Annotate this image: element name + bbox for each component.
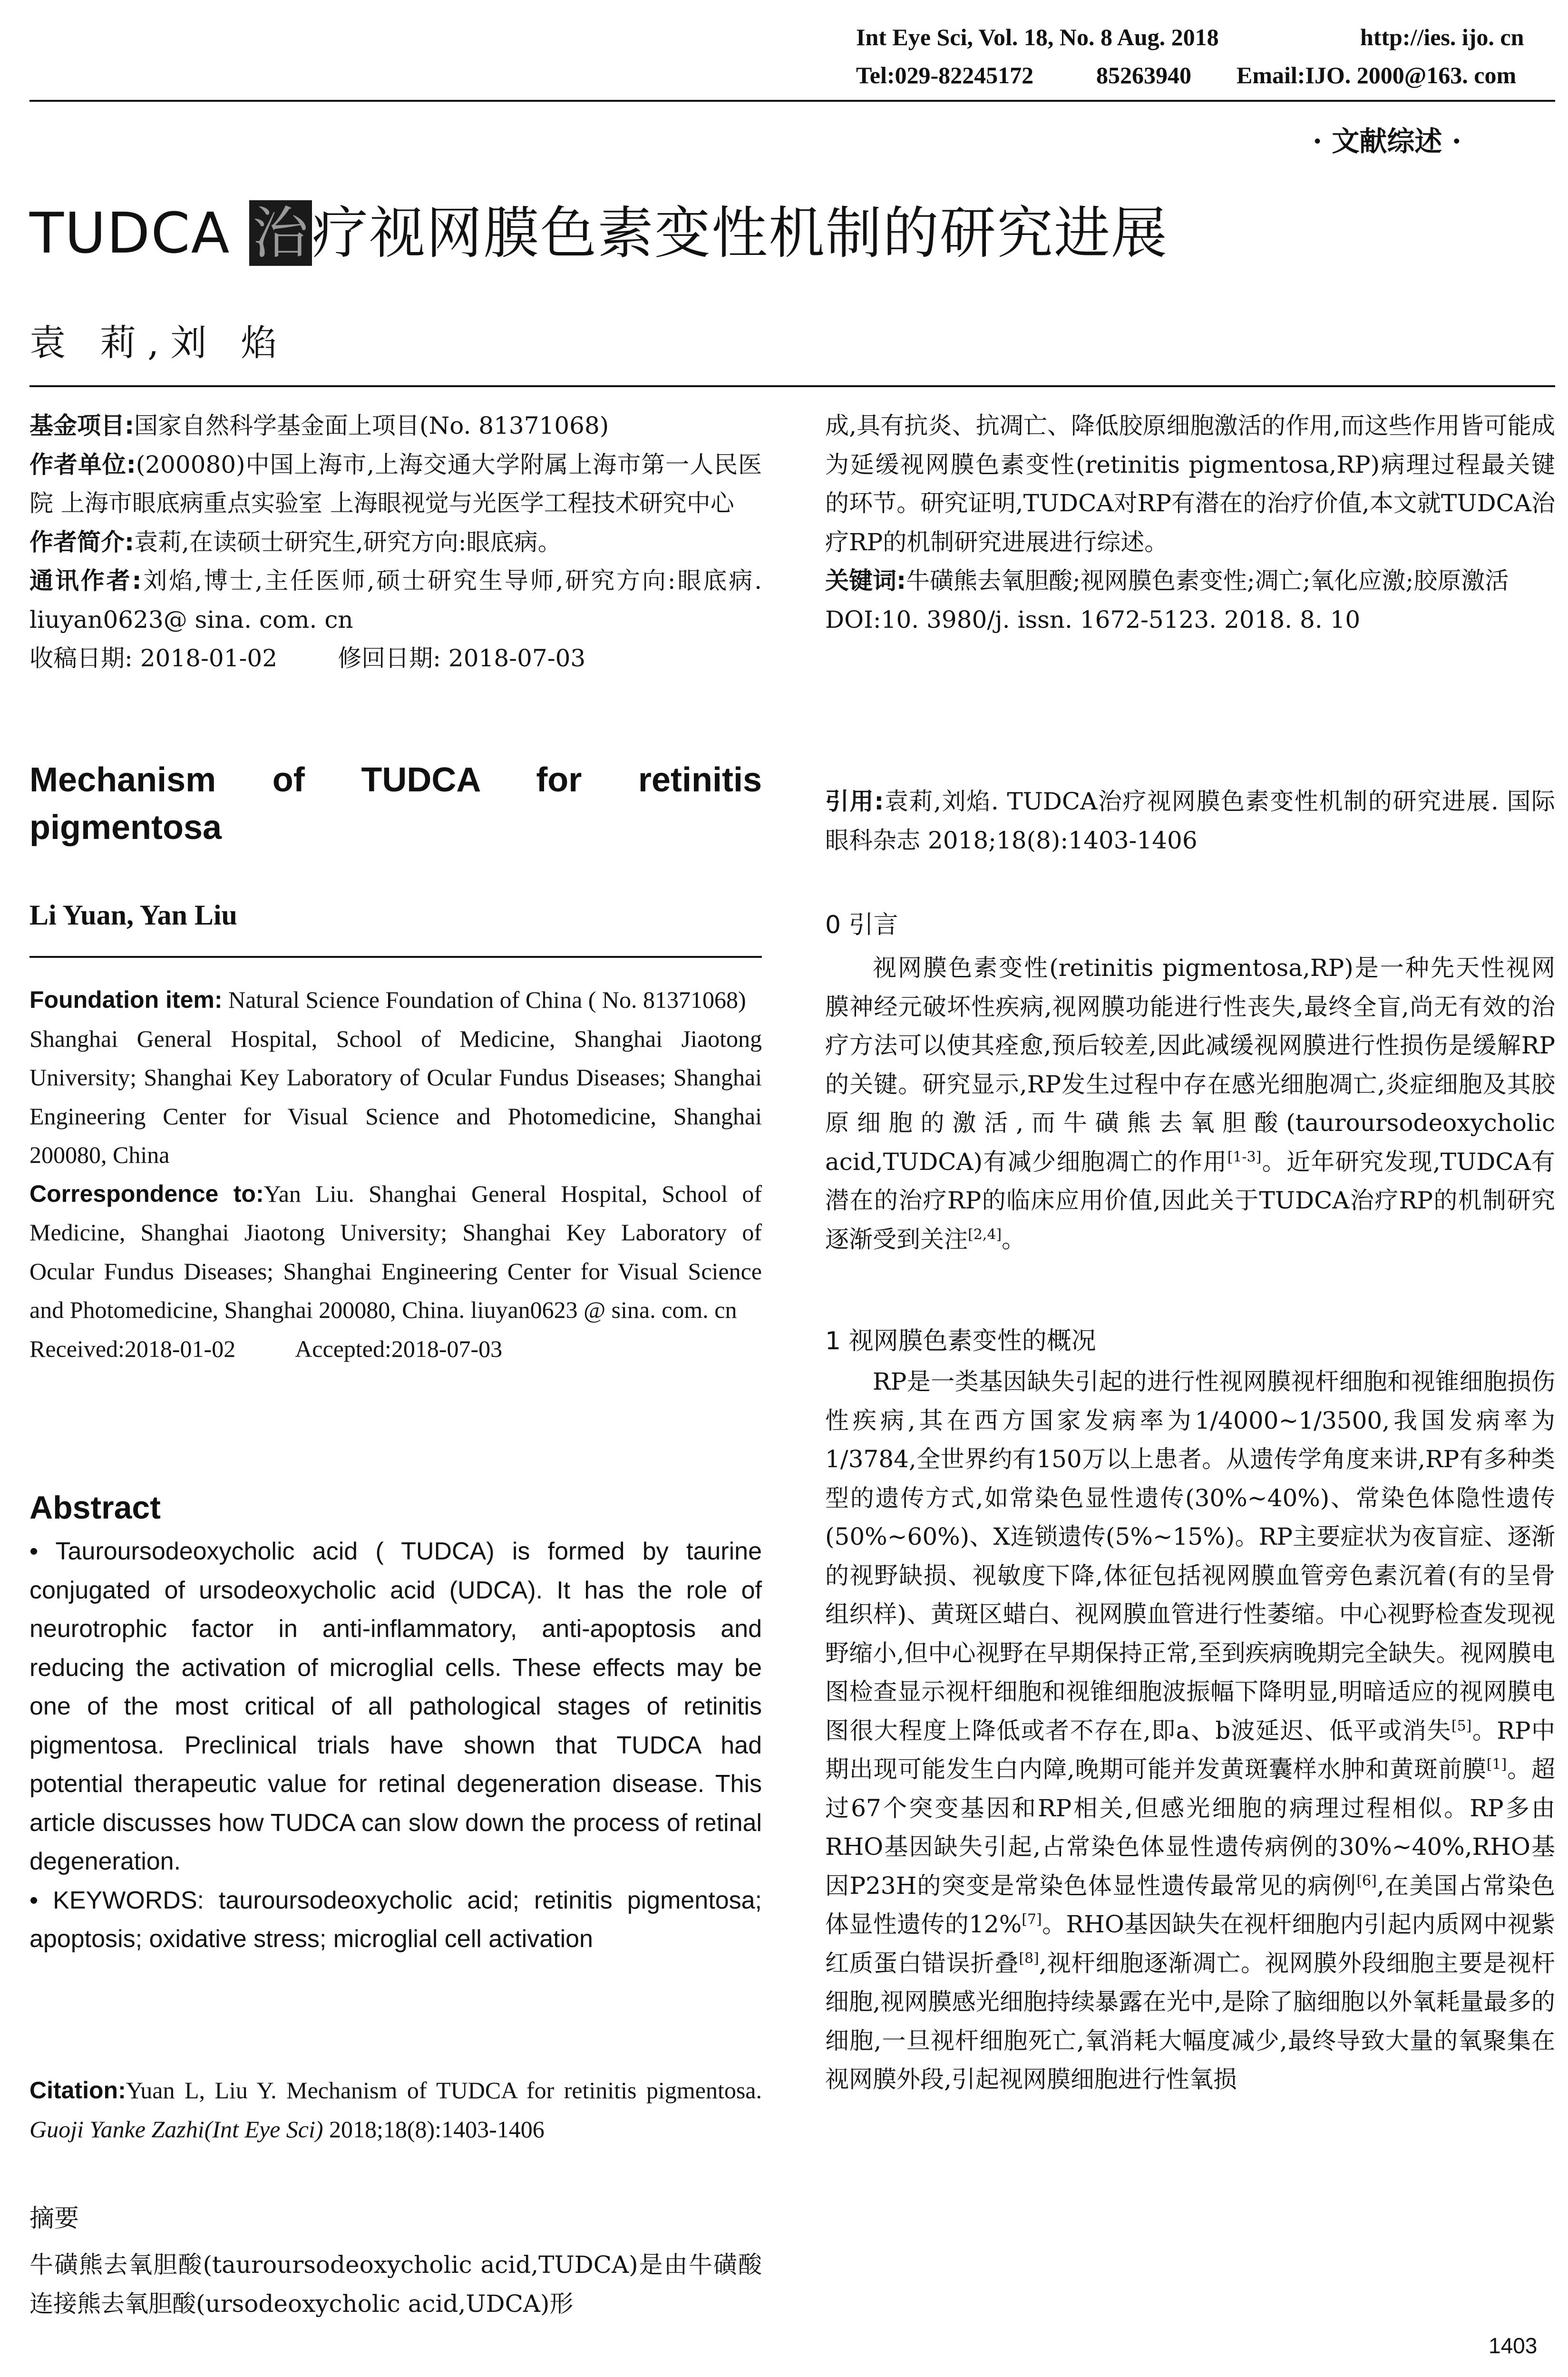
ref-2-4[interactable]: [2,4] xyxy=(968,1226,1002,1243)
section-tag: · 文献综述 · xyxy=(1313,125,1461,157)
zhaiyao-cont: 成,具有抗炎、抗凋亡、降低胶原细胞激活的作用,而这些作用皆可能成为延缓视网膜色素变性(retinitis pigmentosa,RP)病理过程最关键的环节。研究证明,TUDCA对RP有潜在的治疗价值,本文就TUDCA治疗RP的机制研究进展进行综述。 xyxy=(825,412,1555,556)
tel2-text: 85263940 xyxy=(1096,62,1191,88)
affiliation-en: Shanghai General Hospital, School of Medicine, Shanghai Jiaotong University; Shanghai Key Laboratory of Ocular Fundus Diseases; Shanghai Engineering Center for Visual Science and Photomedicine, Shanghai 200080, China xyxy=(29,1025,762,1168)
funding-text: 国家自然科学基金面上项目(No. 81371068) xyxy=(134,412,609,439)
funding xyxy=(29,407,762,446)
keywords-cn xyxy=(825,562,1555,601)
section1-heading: 1 视网膜色素变性的概况 xyxy=(825,1327,1096,1355)
ref-8[interactable]: [8] xyxy=(1019,1949,1039,1967)
affiliation-label: 作者单位: xyxy=(29,450,136,478)
english-authors: Li Yuan, Yan Liu xyxy=(29,899,237,931)
cite-text: 袁莉,刘焰. TUDCA治疗视网膜色素变性机制的研究进展. 国际眼科杂志 2018;18(8):1403-1406 xyxy=(825,788,1555,854)
english-title-line1: Mechanism of TUDCA for retinitis xyxy=(29,761,762,799)
corr-text: 刘焰,博士,主任医师,硕士研究生导师,研究方向:眼底病. liuyan0623@ sina. com. cn xyxy=(29,567,762,633)
keywords-text: 牛磺熊去氧胆酸;视网膜色素变性;凋亡;氧化应激;胶原激活 xyxy=(906,567,1509,594)
received-en: Received:2018-01-02 xyxy=(29,1335,236,1362)
citation-text-b: 2018;18(8):1403-1406 xyxy=(323,2115,545,2143)
zhaiyao-start: 牛磺熊去氧胆酸(tauroursodeoxycholic acid,TUDCA)是由牛磺酸连接熊去氧胆酸(ursodeoxycholic acid,UDCA)形 xyxy=(29,2251,762,2318)
left-cn-metadata xyxy=(29,407,762,678)
abstract-text: • Tauroursodeoxycholic acid ( TUDCA) is formed by taurine conjugated of ursodeoxycholic acid (UDCA). It has the role of neurotrophic factor in anti-inflammatory, anti-apoptosis and reducing the activation of microglial cells. These effects may be one of the most critical of all pathological stages of retinitis pigmentosa. Preclinical trials have shown that TUDCA had potential therapeutic value for retinal degeneration disease. This article discusses how TUDCA can slow down the process of retinal degeneration. xyxy=(29,1538,762,1875)
citation-en xyxy=(29,2071,762,2149)
foundation-text: Natural Science Foundation of China ( No. 81371068) xyxy=(228,986,746,1013)
section1-paragraph xyxy=(825,1363,1555,2099)
corr-en-label: Correspondence to: xyxy=(29,1180,264,1207)
left-en-metadata xyxy=(29,981,762,1368)
page-number: 1403 xyxy=(1489,2333,1538,2358)
affiliation-text: (200080)中国上海市,上海交通大学附属上海市第一人民医院 上海市眼底病重点实验室 上海眼视觉与光医学工程技术研究中心 xyxy=(29,450,762,517)
received-cn: 收稿日期: 2018-01-02 xyxy=(29,644,278,672)
corr-label: 通讯作者: xyxy=(29,567,142,594)
citation-journal: Guoji Yanke Zazhi(Int Eye Sci) xyxy=(29,2115,323,2143)
bio xyxy=(29,523,762,562)
s1-text-a: RP是一类基因缺失引起的进行性视网膜视杆细胞和视锥细胞损伤性疾病,其在西方国家发病率为1/4000~1/3500,我国发病率为1/3784,全世界约有150万以上患者。从遗传学角度来讲,RP有多种类型的遗传方式,如常染色显性遗传(30%~40%)、常染色体隐性遗传(50%~60%)、X连锁遗传(5%~15%)。RP主要症状为夜盲症、逐渐的视野缺损、视敏度下降,体征包括视网膜血管旁色素沉着(有的呈骨组织样)、黄斑区蜡白、视网膜血管进行性萎缩。中心视野检查发现视野缩小,但中心视野在早期保持正常,至到疾病晚期完全缺失。视网膜电图检查显示视杆细胞和视锥细胞波振幅下降明显,明暗适应的视网膜电图很大程度上降低或者不存在,即a、b波延迟、低平或消失 xyxy=(825,1368,1555,1744)
journal-url-text[interactable]: http://ies. ijo. cn xyxy=(1360,24,1524,50)
journal-tel xyxy=(856,60,1033,90)
abstract-body xyxy=(29,1532,762,1959)
email-text[interactable]: Email:IJO. 2000@163. com xyxy=(1237,62,1517,88)
intro-text-a: 视网膜色素变性(retinitis pigmentosa,RP)是一种先天性视网膜神经元破坏性疾病,视网膜功能进行性丧失,最终全盲,尚无有效的治疗方法可以使其痊愈,预后较差,因此减缓视网膜进行性损伤是缓解RP的关键。研究显示,RP发生过程中存在感光细胞凋亡,炎症细胞及其胶原细胞的激活,而牛磺熊去氧胆酸(tauroursodeoxycholic acid,TUDCA)有减少细胞凋亡的作用 xyxy=(825,954,1555,1176)
title-highlight: 治 xyxy=(249,200,312,266)
dates-en xyxy=(29,1330,762,1369)
header-rule xyxy=(29,100,1555,102)
authors-rule xyxy=(29,385,1555,387)
intro-heading: 0 引言 xyxy=(825,911,898,939)
zhaiyao-body xyxy=(29,2246,762,2323)
ref-1-3[interactable]: [1-3] xyxy=(1227,1148,1262,1165)
english-title-line2: pigmentosa xyxy=(29,809,222,847)
s1-text-c: 。超过67个突变基因和RP相关,但感光细胞的病理过程相似。RP多由RHO基因缺失引起,占常染色体显性遗传病例的30%~40%,RHO基因P23H的突变是常染色体显性遗传最常见的病例 xyxy=(825,1755,1555,1900)
english-title xyxy=(29,756,762,851)
accepted-en: Accepted:2018-07-03 xyxy=(295,1335,503,1362)
s1-text-b: 。RP中期出现可能发生白内障,晚期可能并发黄斑囊样水肿和黄斑前膜 xyxy=(825,1716,1555,1783)
citation-label: Citation: xyxy=(29,2077,126,2104)
journal-email[interactable] xyxy=(1237,60,1516,90)
ref-5[interactable]: [5] xyxy=(1451,1717,1472,1734)
affiliation xyxy=(29,446,762,523)
dates-cn xyxy=(29,639,762,678)
corr-en-text: Yan Liu. Shanghai General Hospital, School of Medicine, Shanghai Jiaotong University; Shanghai Key Laboratory of Ocular Fundus Diseases; Shanghai Engineering Center for Visual Science and Photomedicine, Shanghai 200080, China. liuyan0623 @ sina. com. cn xyxy=(29,1180,762,1323)
abstract-heading: Abstract xyxy=(29,1490,161,1526)
s1-text-f: ,视杆细胞逐渐凋亡。视网膜外段细胞主要是视杆细胞,视网膜感光细胞持续暴露在光中,是除了脑细胞以外氧耗量最多的细胞,一旦视杆细胞死亡,氧消耗大幅度减少,最终导致大量的氧聚集在视网膜外段,引起视网膜细胞进行性氧损 xyxy=(825,1949,1555,2093)
authors-cn: 袁 莉,刘 焰 xyxy=(29,321,289,364)
journal-info xyxy=(856,22,1219,52)
ref-6[interactable]: [6] xyxy=(1356,1872,1377,1889)
citation-text-a: Yuan L, Liu Y. Mechanism of TUDCA for retinitis pigmentosa. xyxy=(126,2077,762,2104)
title-rest: 疗视网膜色素变性机制的研究进展 xyxy=(312,200,1168,266)
doi[interactable]: DOI:10. 3980/j. issn. 1672-5123. 2018. 8. 10 xyxy=(825,605,1361,633)
ref-7[interactable]: [7] xyxy=(1022,1911,1042,1928)
title-prefix: TUDCA xyxy=(29,200,249,266)
zhaiyao-heading: 摘要 xyxy=(29,2204,79,2233)
bio-text: 袁莉,在读硕士研究生,研究方向:眼底病。 xyxy=(134,528,562,556)
foundation-item xyxy=(29,981,762,1020)
cite-label: 引用: xyxy=(825,788,884,815)
foundation-label: Foundation item: xyxy=(29,986,223,1013)
intro-paragraph xyxy=(825,949,1555,1259)
journal-url[interactable] xyxy=(1360,22,1524,52)
cite-cn xyxy=(825,782,1555,860)
ref-1[interactable]: [1] xyxy=(1486,1756,1507,1773)
tel-text: Tel:029-82245172 xyxy=(856,62,1034,88)
s1-text-d: ,在美国占常染色体显性遗传的12% xyxy=(825,1871,1555,1938)
journal-issue: Int Eye Sci, Vol. 18, No. 8 Aug. 2018 xyxy=(856,24,1219,50)
intro-text-c: 。 xyxy=(1002,1225,1026,1253)
intro-body xyxy=(825,949,1555,1259)
journal-tel2 xyxy=(1096,60,1191,90)
correspondence-cn xyxy=(29,562,762,639)
intro-text-b: 。近年研究发现,TUDCA有潜在的治疗RP的临床应用价值,因此关于TUDCA治疗RP的机制研究逐渐受到关注 xyxy=(825,1148,1555,1253)
correspondence-en xyxy=(29,1175,762,1330)
s1-text-e: 。RHO基因缺失在视杆细胞内引起内质网中视紫红质蛋白错误折叠 xyxy=(825,1910,1555,1977)
right-abstract-cont xyxy=(825,407,1555,639)
keywords-en: • KEYWORDS: tauroursodeoxycholic acid; retinitis pigmentosa; apoptosis; oxidative stress; microglial cell activation xyxy=(29,1886,762,1953)
section1-body xyxy=(825,1363,1555,2099)
keywords-label: 关键词: xyxy=(825,567,906,594)
bio-label: 作者简介: xyxy=(29,528,134,556)
revised-cn: 修回日期: 2018-07-03 xyxy=(338,644,586,672)
en-authors-rule xyxy=(29,956,762,958)
funding-label: 基金项目: xyxy=(29,412,134,439)
page-title xyxy=(29,200,1168,266)
